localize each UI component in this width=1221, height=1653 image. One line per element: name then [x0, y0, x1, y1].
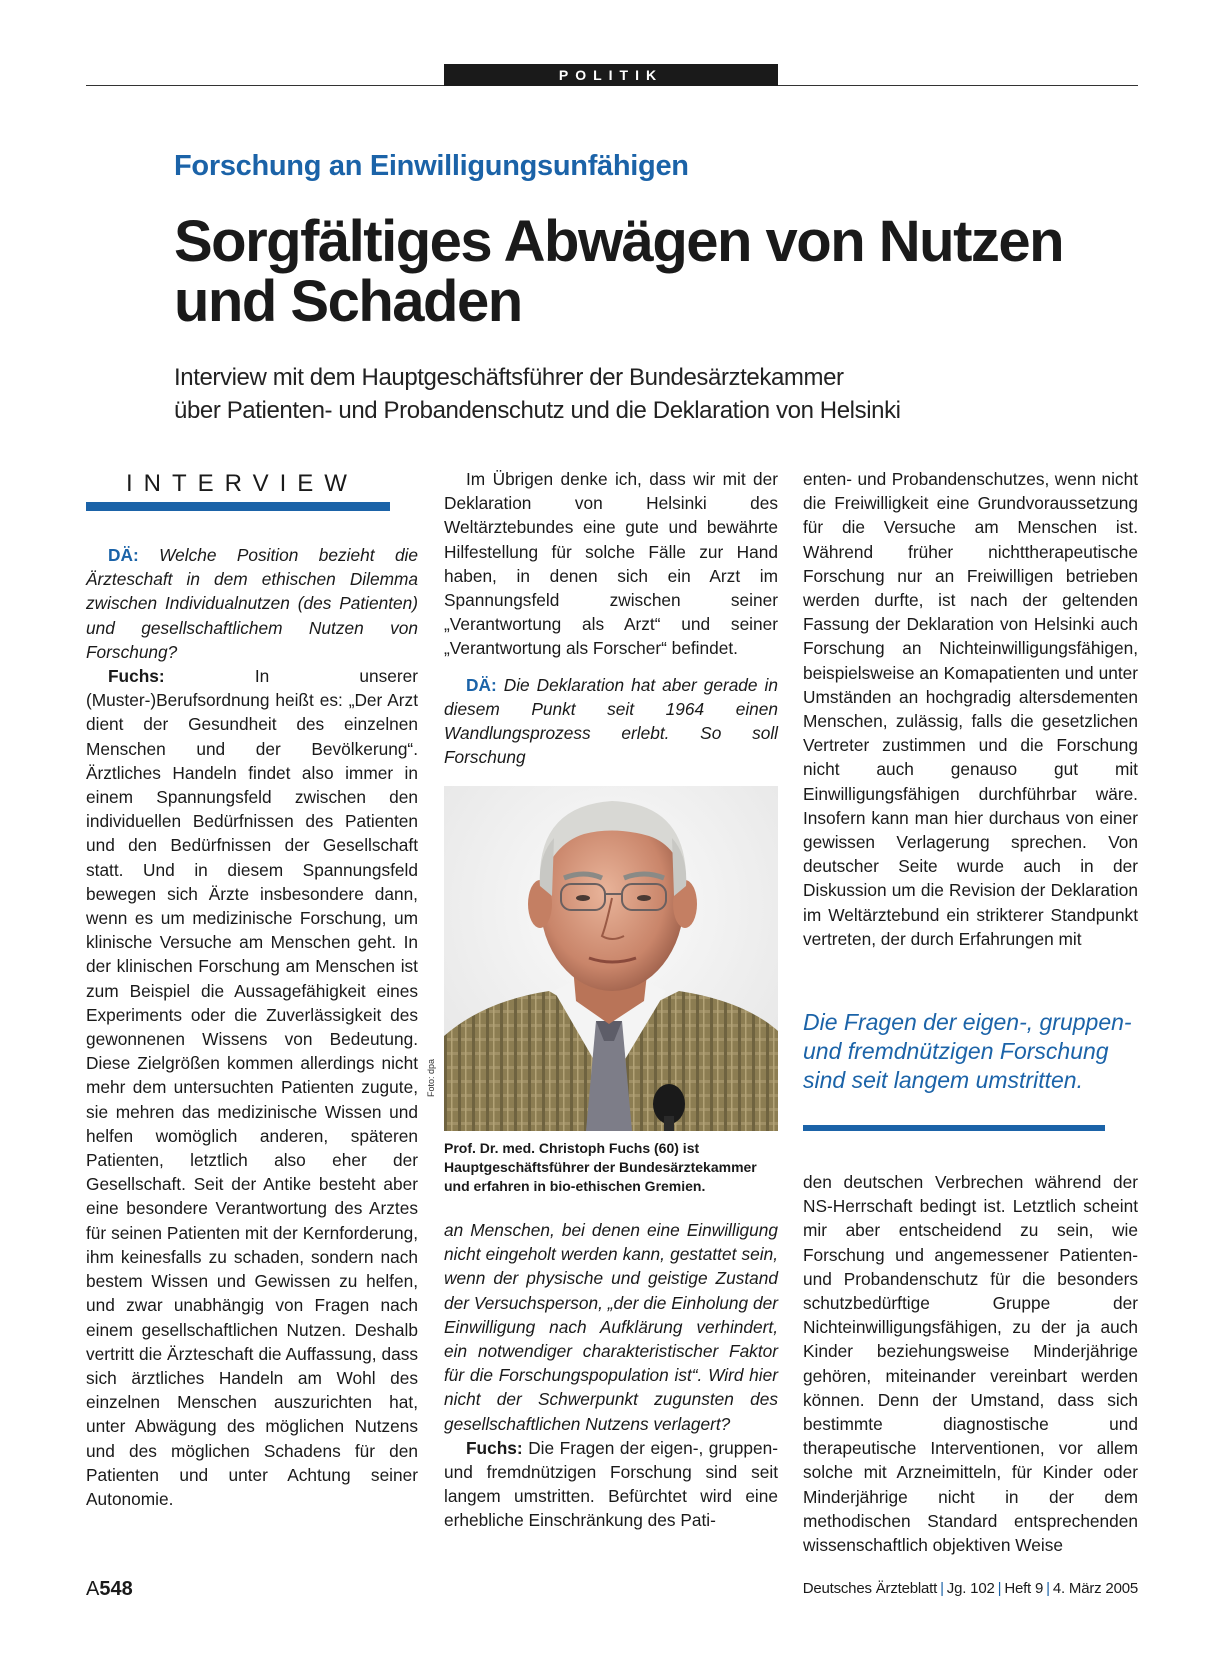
pull-quote-bar: [803, 1125, 1105, 1131]
answer-2: [444, 1436, 778, 1533]
column-2-top: [444, 467, 778, 769]
page-number-value: 548: [99, 1578, 133, 1600]
column-3-bottom: den deutschen Verbrechen während der NS-Herrschaft bedingt ist. Letztlich scheint mir aber entscheidend zu sein, wie Forschung und angemessener Patienten- und Probandenschutz für die besonders schutzbedürftige Gruppe der Nichteinwilligungsfähigen, zu der ja auch Kinder beziehungsweise Minderjährige gehören, miteinander vereinbart werden können. Denn der Umstand, dass sich bestimmte diagnostische und therapeutische Interventionen, vor allem solche mit Arzneimitteln, für Kinder oder Minderjährige nicht in der dem methodischen Standard entsprechenden wissenschaftlich objektiven Weise: [803, 1172, 1138, 1556]
answer-text: In unserer (Muster-)Berufsordnung heißt es: „Der Arzt dient der Gesundheit des einzelnen Menschen und der Bevölkerung“. Ärztliches Handeln findet also immer in einem Spannungsfeld zwischen den individuellen Bedürfnissen des Patienten und den Bedürfnissen der Gesellschaft statt. Und in diesem Spannungsfeld bewegen sich Ärzte insbesondere dann, wenn es um medizinische Forschung, um klinische Versuche am Menschen geht. In der klinischen Forschung am Menschen ist zum Beispiel die Aussagefähigkeit eines Experiments oder die Zuverlässigkeit des gewonnenen Wissens von Bedeutung. Diese Zielgrößen kommen allerdings nicht mehr dem untersuchten Patienten zugute, sie mehren das medizinische Wissen und helfen womöglich anderen, späteren Patienten, letztlich also eher der Gesellschaft. Seit der Antike besteht aber eine besondere Verantwortung des Arztes für seinen Patienten mit der Kernforderung, ihm keinesfalls zu schaden, sondern nach bestem Wissen und Gewissen zu helfen, und zwar unabhängig von Fragen nach einem gesellschaftlichen Nutzen. Deshalb vertritt die Ärzteschaft die Auffassung, dass sich ärztliches Handeln am Wohl des einzelnen Menschen auszurichten hat, unter Abwägung des möglichen Nutzens und des möglichen Schadens für den Patienten und unter Achtung seiner Autonomie.: [86, 666, 418, 1509]
question-1: [86, 543, 418, 664]
portrait-photo: [444, 786, 778, 1131]
interview-bar: [86, 502, 390, 511]
portrait-image: [444, 786, 778, 1131]
question-text: Die Deklaration hat aber gerade in diesem Punkt seit 1964 einen Wandlungsprozess erlebt. So soll Forschung: [444, 674, 778, 768]
subtitle-line-1: Interview mit dem Hauptgeschäftsführer der Bundesärztekammer: [174, 364, 844, 391]
article-headline: Sorgfältiges Abwägen von Nutzen und Schaden: [174, 209, 1064, 334]
speaker-label: Fuchs:: [108, 666, 165, 687]
question-2-continued: an Menschen, bei denen eine Einwilligung nicht eingeholt werden kann, gestattet sein, wenn der physische und geistige Zustand der Versuchsperson, „der die Einholung der Einwilligung nach Aufklärung verhindert, ein notwendiger charakteristischer Faktor für die Forschungspopulation ist“. Wird hier nicht der Schwerpunkt zugunsten des gesellschaftlichen Nutzens verlagert?: [444, 1220, 778, 1434]
interview-label: INTERVIEW: [126, 470, 358, 497]
question-label: DÄ:: [108, 545, 139, 565]
question-label: DÄ:: [466, 674, 497, 695]
page-number: [86, 1578, 133, 1601]
column-2-bottom: [444, 1218, 778, 1533]
answer-1-continued: Im Übrigen denke ich, dass wir mit der Deklaration von Helsinki des Weltärztebundes eine gute und bewährte Hilfestellung für solche Fälle zur Hand haben, in denen sich ein Arzt im Spannungsfeld zwischen seiner „Verantwortung als Arzt“ und seiner „Verantwortung als Forscher“ befindet.: [444, 469, 778, 659]
subtitle-line-2: über Patienten- und Probandenschutz und die Deklaration von Helsinki: [174, 397, 901, 424]
answer-1: [86, 664, 418, 1511]
section-label: POLITIK: [444, 64, 778, 86]
journal-name: Deutsches Ärzteblatt: [802, 1580, 938, 1597]
page-prefix: A: [86, 1578, 100, 1600]
column-1: [86, 543, 418, 1511]
photo-credit: Foto: dpa: [426, 1058, 436, 1097]
pull-quote: Die Fragen der eigen-, gruppen- und fremdnützigen Forschung sind seit langem umstritten.: [803, 1009, 1132, 1093]
answer-text: Die Fragen der eigen-, gruppen- und fremdnützigen Forschung sind seit langem umstritten. Befürchtet wird eine erhebliche Einschränkung des Pati-: [444, 1437, 778, 1531]
photo-caption: Prof. Dr. med. Christoph Fuchs (60) ist Hauptgeschäftsführer der Bundesärztekammer und erfahren in bio-ethischen Gremien.: [444, 1140, 757, 1194]
question-2: [444, 673, 778, 770]
journal-issue: Heft 9: [1004, 1580, 1044, 1597]
footer-info: Deutsches Ärzteblatt | Jg. 102 | Heft 9 | 4. März 2005: [802, 1580, 1138, 1597]
article-kicker: Forschung an Einwilligungsunfähigen: [174, 150, 689, 182]
question-text: Welche Position bezieht die Ärzteschaft in dem ethischen Dilemma zwischen Individualnutzen (des Patienten) und gesellschaftlichem Nutzen von Forschung?: [86, 545, 419, 662]
journal-volume: Jg. 102: [946, 1580, 995, 1597]
speaker-label: Fuchs:: [466, 1437, 523, 1458]
article-subtitle: [174, 361, 1134, 427]
column-3-top: enten- und Probandenschutzes, wenn nicht die Freiwilligkeit eine Grundvoraussetzung für die Versuche am Menschen ist. Während früher nichttherapeutische Forschung nur an Freiwilligen betrieben werden durfte, ist nach der geltenden Fassung der Deklaration von Helsinki auch Forschung an Nichteinwilligungsfähigen, beispielsweise an Komapatienten und unter Umständen an hochgradig altersdementen Menschen, zulässig, falls die gesetzlichen Vertreter zustimmen und die Forschung nicht auch genauso gut mit Einwilligungsfähigen durchführbar wäre. Insofern kann man hier durchaus von einer gewissen Verlagerung sprechen. Von deutscher Seite wurde auch in der Diskussion um die Revision der Deklaration im Weltärztebund ein strikterer Standpunkt vertreten, der durch Erfahrungen mit: [803, 469, 1138, 949]
journal-date: 4. März 2005: [1052, 1580, 1138, 1597]
